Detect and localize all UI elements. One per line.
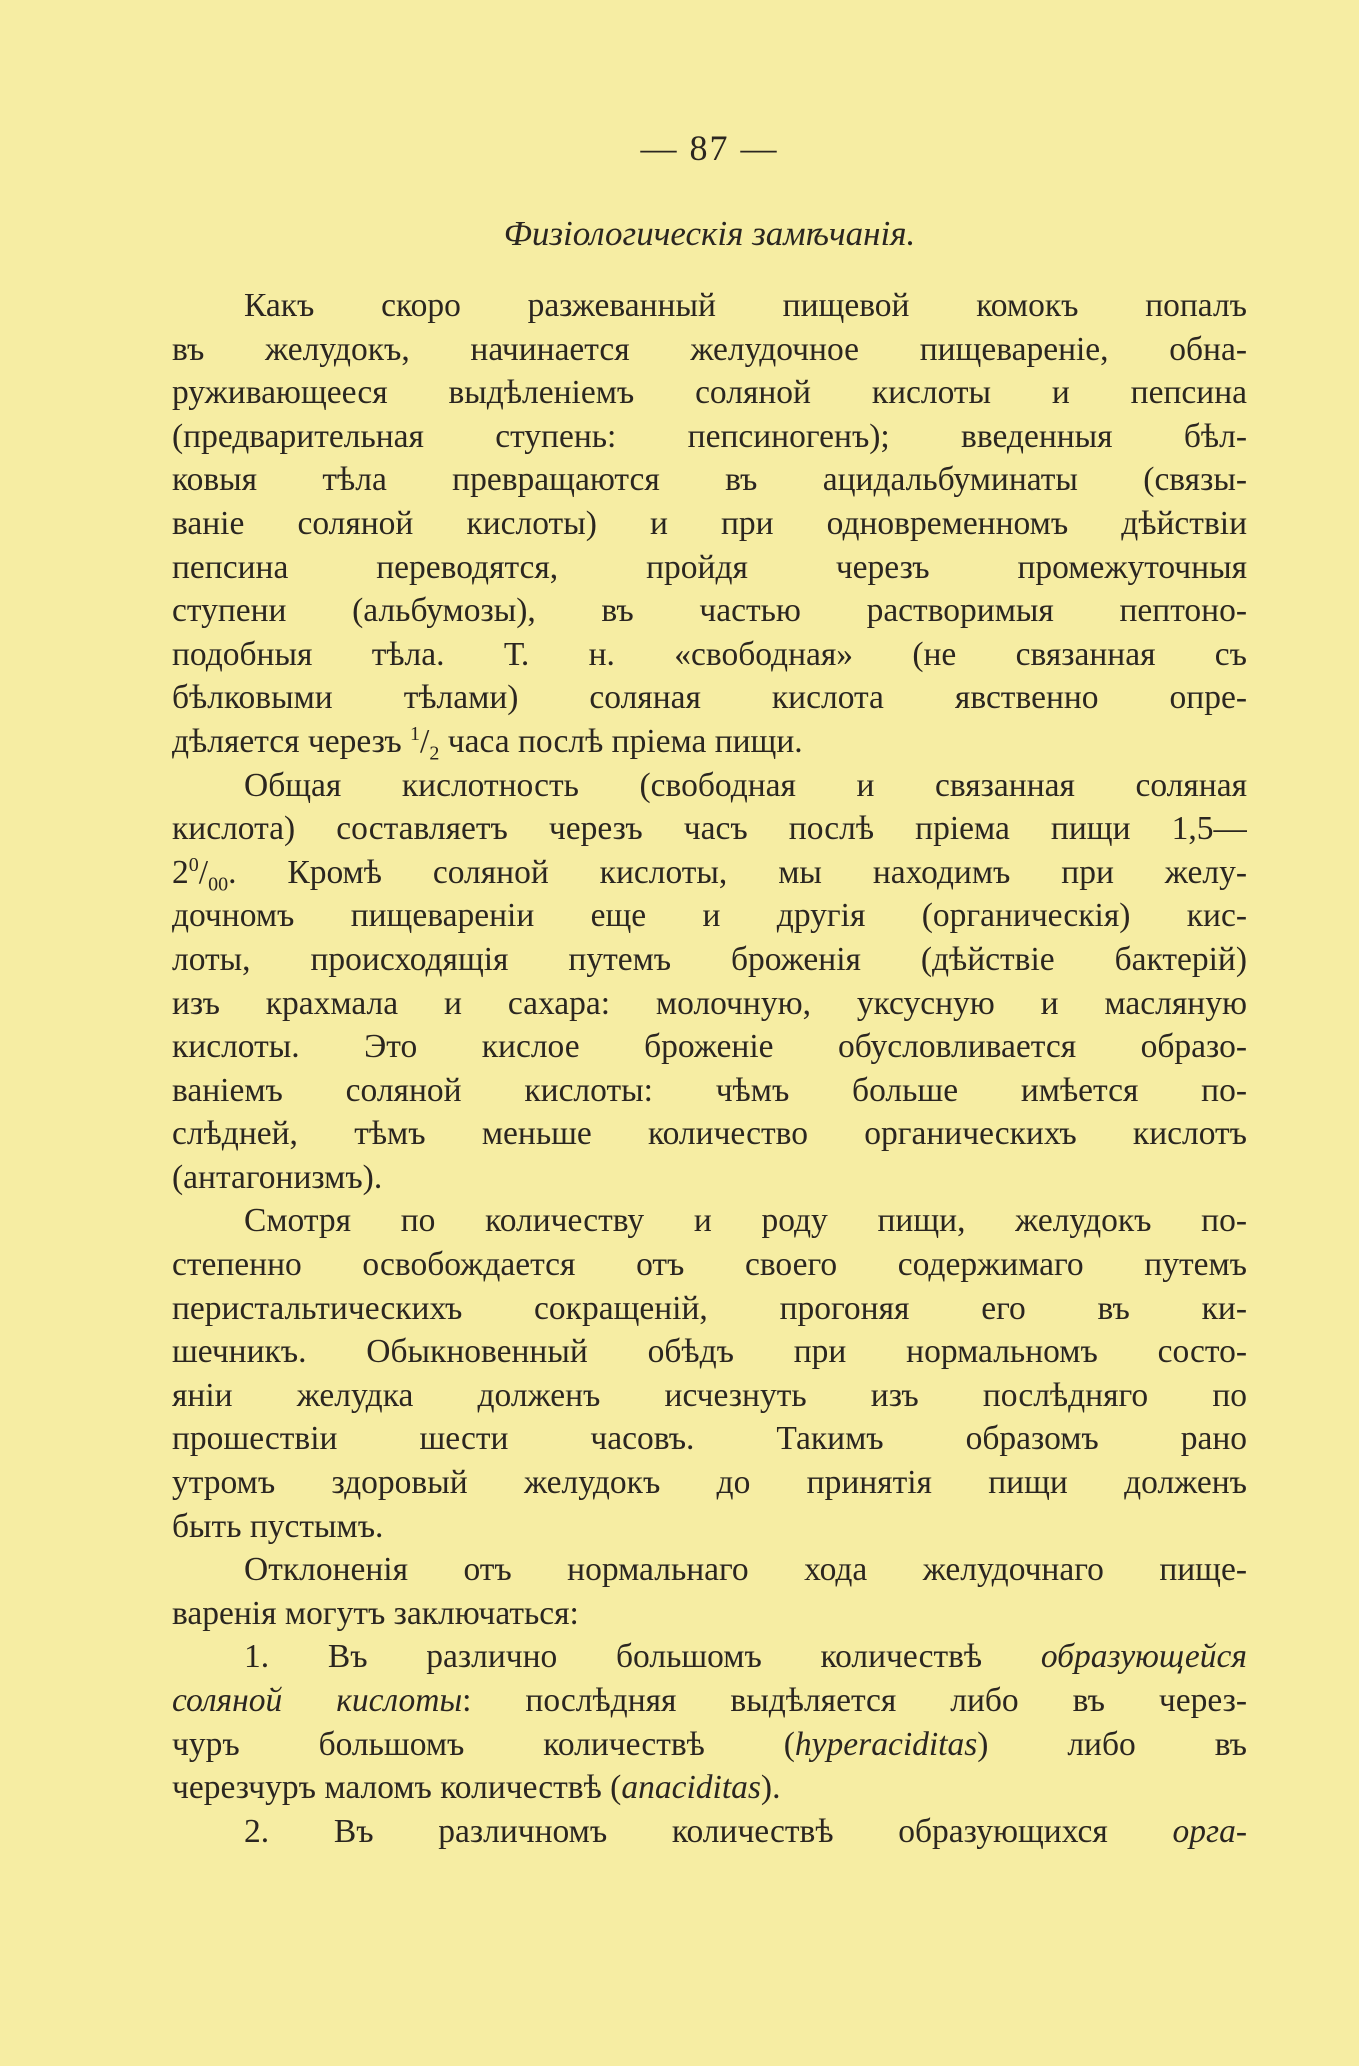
text-line: Общая кислотность (свободная и связанная соляная	[244, 766, 1247, 804]
text-segment: . Кромѣ соляной кислоты, мы находимъ при желу-	[228, 853, 1247, 891]
text-line: въ желудокъ, начинается желудочное пищеваренiе, обна-	[172, 330, 1247, 368]
text-line: Какъ скоро разжеванный пищевой комокъ попалъ	[244, 287, 1247, 324]
text-line-last: быть пустымъ.	[172, 1507, 384, 1545]
text-line: подобныя тѣла. Т. н. «свободная» (не связанная съ	[172, 635, 1247, 673]
text-line: ванiе соляной кислоты) и при одновременномъ дѣйствiи	[172, 504, 1247, 542]
latin-term-hyperaciditas: hyperaciditas	[794, 1725, 978, 1763]
text-line: руживающееся выдѣленiемъ соляной кислоты и пепсина	[172, 374, 1247, 412]
fraction-numerator: 1	[410, 722, 421, 745]
text-segment: ).	[760, 1769, 781, 1807]
page-number: — 87 —	[640, 128, 779, 168]
section-heading: Физiологическiя замѣчанiя.	[503, 214, 916, 253]
text-line: Смотря по количеству и роду пищи, желудокъ по-	[244, 1202, 1247, 1240]
text-line	[172, 1810, 1247, 1854]
text-line: (предварительная ступень: пепсиногенъ); введенныя бѣл-	[172, 417, 1247, 455]
text-line: ванiемъ соляной кислоты: чѣмъ больше имѣется по-	[172, 1071, 1247, 1109]
text-line: изъ крахмала и сахара: молочную, уксусную и масляную	[172, 984, 1247, 1022]
text-segment: 2. Въ различномъ количествѣ образующихся	[244, 1812, 1173, 1850]
text-segment: дѣляется черезъ	[172, 722, 411, 760]
text-line: дочномъ пищеваренiи еще и другiя (органическiя) кис-	[172, 897, 1247, 935]
book-page	[172, 118, 1247, 1853]
text-line: прошествiи шести часовъ. Такимъ образомъ рано	[172, 1420, 1247, 1458]
paragraph-1	[172, 284, 1247, 764]
list-item-1	[172, 1635, 1247, 1809]
text-line: кислоты. Это кислое броженiе обусловливается образо-	[172, 1028, 1247, 1066]
text-line-last	[172, 720, 1247, 764]
text-line: степенно освобождается отъ своего содержимаго путемъ	[172, 1246, 1247, 1284]
paragraph-3	[172, 1199, 1247, 1548]
text-line: лоты, происходящiя путемъ броженiя (дѣйствiе бактерiй)	[172, 940, 1247, 978]
text-line-last: (антагонизмъ).	[172, 1158, 383, 1196]
text-segment: чуръ большомъ количествѣ (	[172, 1725, 795, 1763]
text-segment: черезчуръ маломъ количествѣ (	[172, 1769, 622, 1807]
text-line: пепсина переводятся, пройдя черезъ промежуточныя	[172, 548, 1247, 586]
text-segment: : послѣдняя выдѣляется либо въ через-	[462, 1682, 1247, 1719]
paragraph-4	[172, 1548, 1247, 1635]
text-line-last	[172, 1766, 1247, 1810]
list-item-2	[172, 1810, 1247, 1854]
text-line: утромъ здоровый желудокъ до принятiя пищи долженъ	[172, 1464, 1247, 1502]
text-line	[172, 851, 1247, 895]
text-segment: ) либо въ	[977, 1725, 1247, 1763]
latin-term-anaciditas: anaciditas	[621, 1769, 761, 1807]
per-mille-sup: 0	[188, 853, 199, 876]
text-line: шечникъ. Обыкновенный обѣдъ при нормальномъ состо-	[172, 1333, 1247, 1371]
text-line-last: варенiя могутъ заключаться:	[172, 1594, 579, 1632]
text-segment: 1. Въ различно большомъ количествѣ	[244, 1638, 1041, 1676]
per-mille-slash: /	[198, 853, 209, 891]
text-line	[172, 1679, 1247, 1723]
per-mille-number: 2	[172, 853, 189, 891]
text-line: Отклоненiя отъ нормальнаго хода желудочнаго пище-	[244, 1551, 1247, 1589]
per-mille-sub: 00	[208, 873, 229, 895]
italic-term: образующейся	[1040, 1638, 1247, 1676]
text-line: слѣдней, тѣмъ меньше количество органическихъ кислотъ	[172, 1115, 1247, 1153]
text-line: янiи желудка долженъ исчезнуть изъ послѣдняго по	[172, 1376, 1247, 1414]
paragraph-2	[172, 764, 1247, 1200]
text-line: бѣлковыми тѣлами) соляная кислота явственно опре-	[172, 679, 1247, 717]
text-line: ковыя тѣла превращаются въ ацидальбуминаты (связы-	[172, 461, 1247, 499]
text-line	[172, 1723, 1247, 1767]
text-line: кислота) составляетъ черезъ часъ послѣ прiема пищи 1,5—	[172, 810, 1247, 848]
italic-term: соляной кислоты	[172, 1682, 463, 1719]
italic-term: орга-	[1172, 1812, 1247, 1850]
fraction-slash: /	[420, 722, 430, 760]
text-line	[172, 1635, 1247, 1679]
text-line: ступени (альбумозы), въ частью растворимыя пептоно-	[172, 592, 1247, 630]
text-line: перистальтическихъ сокращенiй, прогоняя его въ ки-	[172, 1289, 1247, 1327]
fraction-denominator: 2	[429, 742, 440, 764]
text-segment: часа послѣ прiема пищи.	[439, 722, 803, 760]
